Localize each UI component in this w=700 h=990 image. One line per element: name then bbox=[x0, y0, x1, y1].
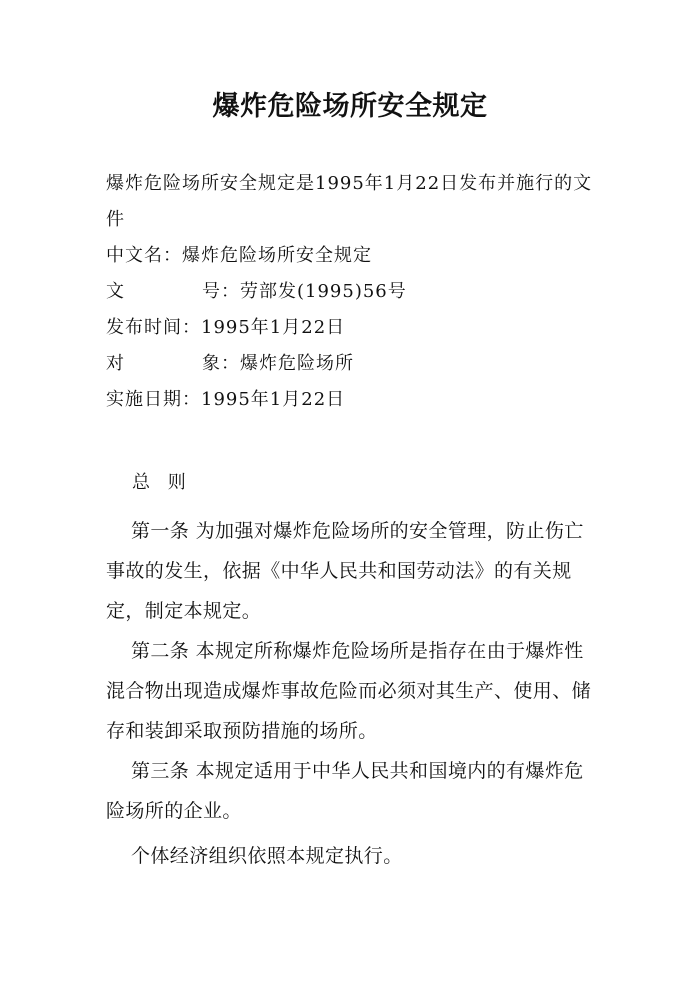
meta-label-part: 文 bbox=[106, 281, 125, 302]
note-paragraph: 个体经济组织依照本规定执行。 bbox=[131, 845, 403, 867]
article-3: 第三条 本规定适用于中华人民共和国境内的有爆炸危险场所的企业。 bbox=[106, 760, 584, 822]
meta-label-part: 象： bbox=[202, 353, 240, 374]
meta-value: 爆炸危险场所 bbox=[240, 353, 354, 374]
meta-label: 发布时间： bbox=[106, 317, 201, 338]
meta-label-part: 对 bbox=[106, 353, 125, 374]
section-heading: 总 则 bbox=[132, 472, 192, 493]
meta-document-number bbox=[106, 274, 407, 310]
meta-value: 爆炸危险场所安全规定 bbox=[182, 245, 372, 266]
meta-effective-date bbox=[106, 382, 345, 418]
meta-label-part: 号： bbox=[202, 281, 240, 302]
meta-chinese-name bbox=[106, 238, 372, 274]
meta-value: 1995年1月22日 bbox=[201, 389, 346, 410]
meta-target bbox=[106, 346, 354, 382]
article-1: 第一条 为加强对爆炸危险场所的安全管理，防止伤亡事故的发生，依据《中华人民共和国劳动法》的有关规定，制定本规定。 bbox=[106, 520, 584, 622]
document-title: 爆炸危险场所安全规定 bbox=[212, 91, 488, 122]
meta-label: 实施日期： bbox=[106, 389, 201, 410]
intro-text: 爆炸危险场所安全规定是1995年1月22日发布并施行的文件 bbox=[106, 173, 593, 230]
meta-value: 劳部发(1995)56号 bbox=[240, 281, 407, 302]
meta-value: 1995年1月22日 bbox=[201, 317, 346, 338]
article-2: 第二条 本规定所称爆炸危险场所是指存在由于爆炸性混合物出现造成爆炸事故危险而必须对其生产、使用、储存和装卸采取预防措施的场所。 bbox=[106, 640, 592, 742]
meta-publish-date bbox=[106, 310, 345, 346]
meta-label: 中文名： bbox=[106, 245, 182, 266]
